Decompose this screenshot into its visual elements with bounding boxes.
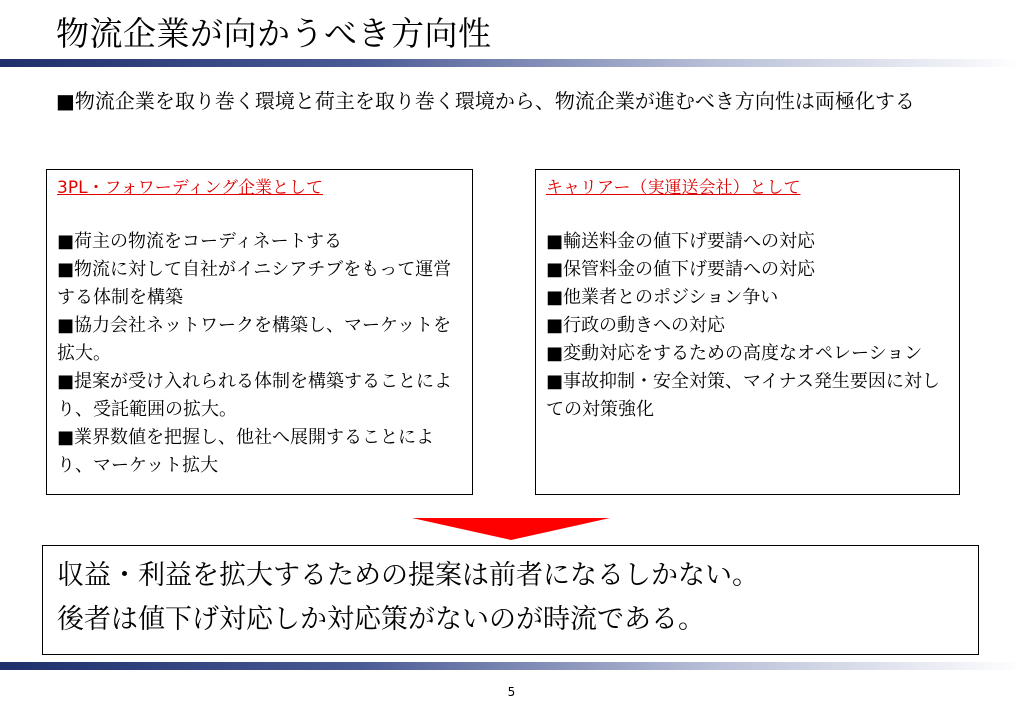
forwarder-item-initiative: ■物流に対して自社がイニシアチブをもって運営する体制を構築: [57, 259, 452, 308]
carrier-item-operation: ■変動対応をするための高度なオペレーション: [546, 343, 923, 364]
conclusion-line-1: 収益・利益を拡大するための提案は前者になるしかない。: [57, 560, 759, 591]
carrier-box: [535, 169, 960, 495]
down-arrow-icon: [412, 518, 610, 540]
carrier-item-safety: ■事故抑制・安全対策、マイナス発生要因に対しての対策強化: [546, 371, 940, 420]
carrier-box-list: [546, 228, 949, 424]
carrier-item-storage-price: ■保管料金の値下げ要請への対応: [546, 259, 816, 280]
forwarder-item-proposal: ■提案が受け入れられる体制を構築することにより、受託範囲の拡大。: [57, 371, 453, 420]
forwarder-item-coordinate: ■荷主の物流をコーディネートする: [57, 231, 343, 252]
carrier-item-transport-price: ■輸送料金の値下げ要請への対応: [546, 231, 816, 252]
carrier-item-administration: ■行政の動きへの対応: [546, 315, 726, 336]
forwarder-item-network: ■協力会社ネットワークを構築し、マーケットを拡大。: [57, 315, 452, 364]
lead-statement: ■物流企業を取り巻く環境と荷主を取り巻く環境から、物流企業が進むべき方向性は両極化する: [56, 89, 915, 113]
slide-title: 物流企業が向かうべき方向性: [56, 14, 492, 53]
page-number: 5: [507, 685, 516, 699]
forwarder-box-heading: 3PL・フォワーディング企業として: [57, 178, 323, 198]
forwarder-box-list: [57, 228, 462, 480]
forwarder-item-industry-data: ■業界数値を把握し、他社へ展開することにより、マーケット拡大: [57, 427, 435, 476]
conclusion-box: [42, 545, 979, 655]
title-gradient-rule: [0, 59, 1023, 67]
forwarder-box: [46, 169, 473, 495]
conclusion-line-2: 後者は値下げ対応しか対応策がないのが時流である。: [57, 604, 705, 635]
footer-gradient-rule: [0, 662, 1023, 670]
carrier-item-position: ■他業者とのポジション争い: [546, 287, 779, 308]
carrier-box-heading: キャリアー（実運送会社）として: [546, 178, 801, 198]
